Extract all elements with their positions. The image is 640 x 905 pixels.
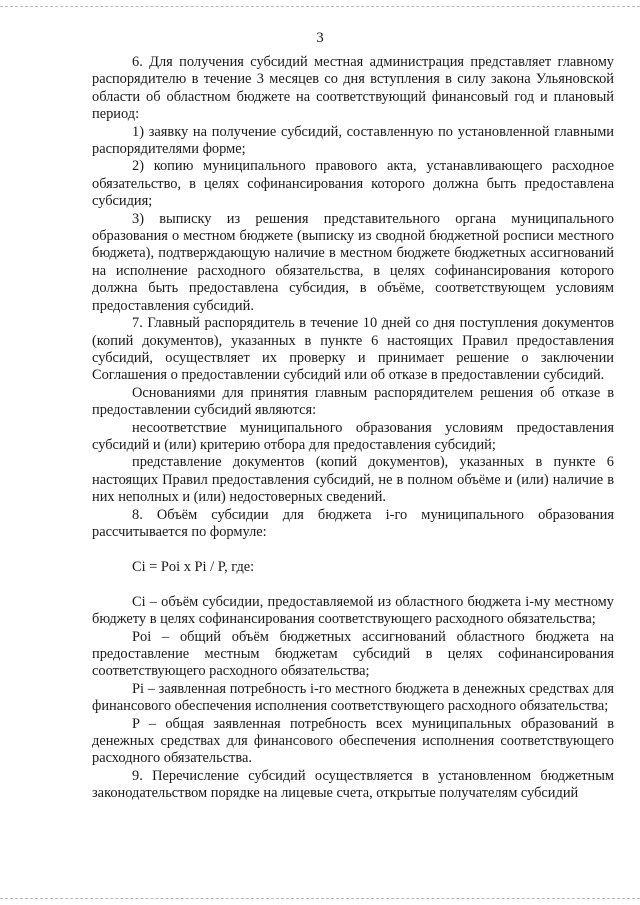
refusal-ground-2: представление документов (копий документов), указанных в пункте 6 настоящих Правил предоставления субсидий, не в полном объёме и (или) наличие в них неполных и (или) недостоверных сведений. [92, 454, 614, 506]
scan-edge-bottom [0, 898, 640, 899]
definition-pi: Pi – заявленная потребность i-го местного бюджета в денежных средствах для финансового обеспечения исполнения соответствующего расходного обязательства; [92, 680, 614, 715]
list-item-2: 2) копию муниципального правового акта, устанавливающего расходное обязательство, в целях софинансирования которого должна быть предоставлена субсидия; [92, 158, 614, 210]
paragraph-9: 9. Перечисление субсидий осуществляется в установленном бюджетным законодательством порядке на лицевые счета, открытые получателям субсидий [92, 767, 614, 802]
paragraph-6: 6. Для получения субсидий местная администрация представляет главному распорядителю в течение 3 месяцев со дня вступления в силу закона Ульяновской области об областном бюджете на соответствующий финансовый год и плановый период: [92, 54, 614, 123]
refusal-grounds-intro: Основаниями для принятия главным распорядителем решения об отказе в предоставлении субсидий являются: [92, 384, 614, 419]
list-item-1: 1) заявку на получение субсидий, составленную по установленной главными распорядителями форме; [92, 123, 614, 158]
page-number: 3 [316, 30, 324, 46]
definition-p: P – общая заявленная потребность всех муниципальных образований в денежных средствах для финансового обеспечения исполнения соответствующего расходного обязательства. [92, 715, 614, 767]
document-body [92, 54, 614, 803]
definition-poi: Poi – общий объём бюджетных ассигнований областного бюджета на предоставление местным бюджетам субсидий в целях софинансирования соответствующего расходного обязательства; [92, 628, 614, 680]
paragraph-7: 7. Главный распорядитель в течение 10 дней со дня поступления документов (копий документов), указанных в пункте 6 настоящих Правил предоставления субсидий, осуществляет их проверку и принимает решение о заключении Соглашения о предоставлении субсидий или об отказе в предоставлении субсидий. [92, 315, 614, 384]
subsidy-formula: Ci = Poi x Pi / P, где: [132, 559, 255, 576]
definition-ci: Ci – объём субсидии, предоставляемой из областного бюджета i-му местному бюджету в целях софинансирования соответствующего расходного обязательства; [92, 593, 614, 628]
paragraph-8: 8. Объём субсидии для бюджета i-го муниципального образования рассчитывается по формуле: [92, 506, 614, 540]
list-item-3: 3) выписку из решения представительного органа муниципального образования о местном бюджете (выписку из сводной бюджетной росписи местного бюджета), подтверждающую наличие в местном бюджете бюджетных ассигнований на исполнение расходного обязательства, в целях софинансирования которого должна быть предоставлена субсидия, в объёме, соответствующем условиям предоставления субсидий. [92, 210, 614, 314]
scan-edge-top [0, 6, 640, 7]
refusal-ground-1: несоответствие муниципального образования условиям предоставления субсидий и (или) критерию отбора для предоставления субсидий; [92, 419, 614, 453]
